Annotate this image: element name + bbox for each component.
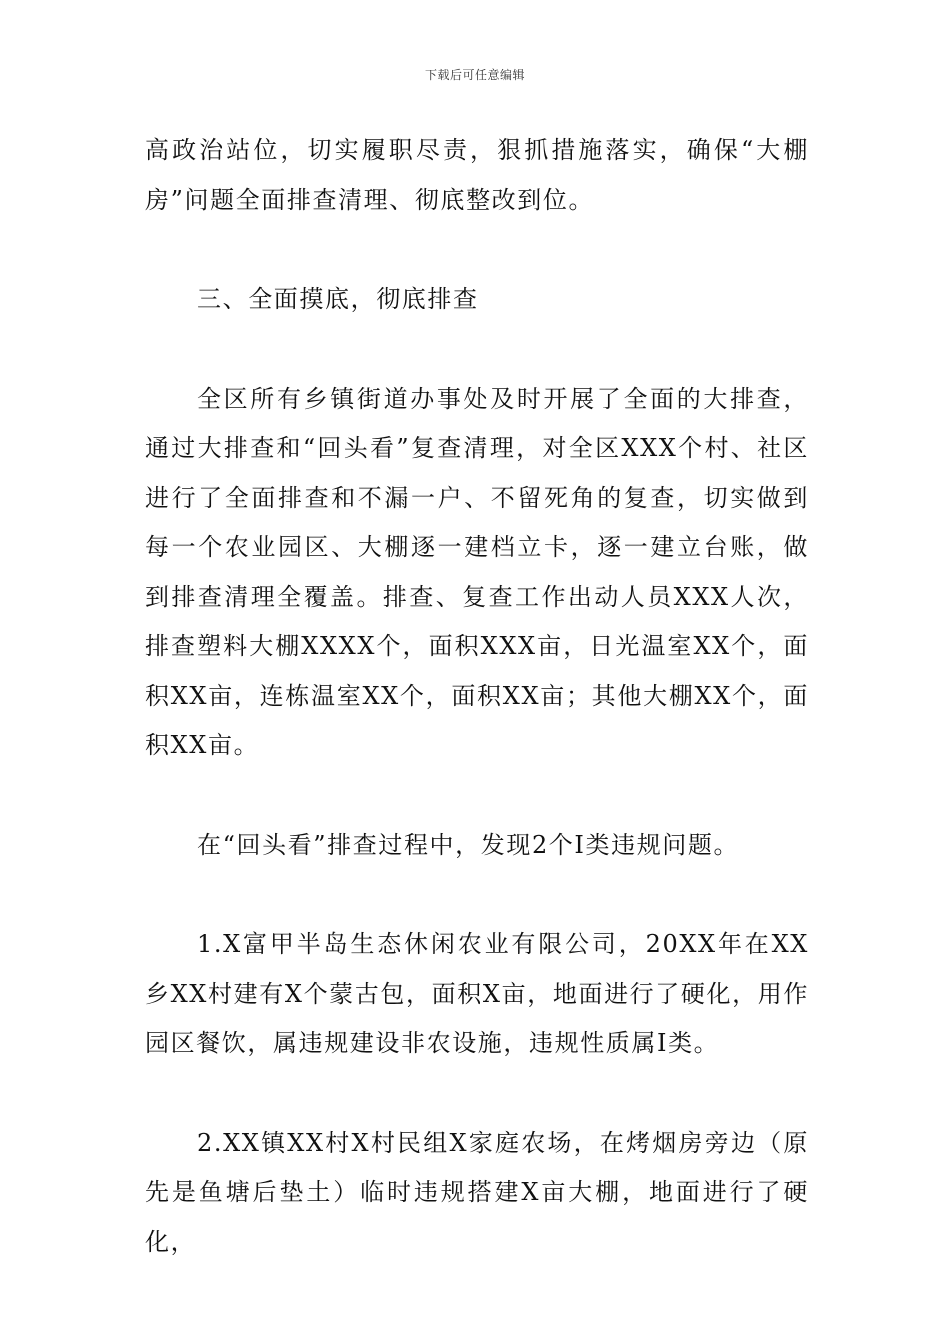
paragraph-continuation: 高政治站位，切实履职尽责，狠抓措施落实，确保“大棚房”问题全面排查清理、彻底整改到位。 (145, 136, 809, 214)
section-heading: 三、全面摸底，彻底排查 (197, 285, 479, 313)
paragraph-case-2: 2.XX镇XX村X村民组X家庭农场，在烤烟房旁边（原先是鱼塘后垫土）临时违规搭建X亩大棚，地面进行了硬化， (145, 1128, 809, 1256)
paragraph-findings: 在“回头看”排查过程中，发现2个Ⅰ类违规问题。 (197, 830, 740, 859)
header-note: 下载后可任意编辑 (424, 68, 525, 82)
paragraph-case-1: 1.X富甲半岛生态休闲农业有限公司，20XX年在XX乡XX村建有X个蒙古包，面积X亩，地面进行了硬化，用作园区餐饮，属违规建设非农设施，违规性质属Ⅰ类。 (145, 930, 809, 1057)
paragraph-investigation: 全区所有乡镇街道办事处及时开展了全面的大排查，通过大排查和“回头看”复查清理，对全区XXX个村、社区进行了全面排查和不漏一户、不留死角的复查，切实做到每一个农业园区、大棚逐一建档立卡，逐一建立台账，做到排查清理全覆盖。排查、复查工作出动人员XXX人次，排查塑料大棚XXXX个，面积XXX亩，日光温室XX个，面积XX亩，连栋温室XX个，面积XX亩；其他大棚XX个，面积XX亩。 (145, 384, 809, 759)
document-body (145, 126, 809, 1267)
